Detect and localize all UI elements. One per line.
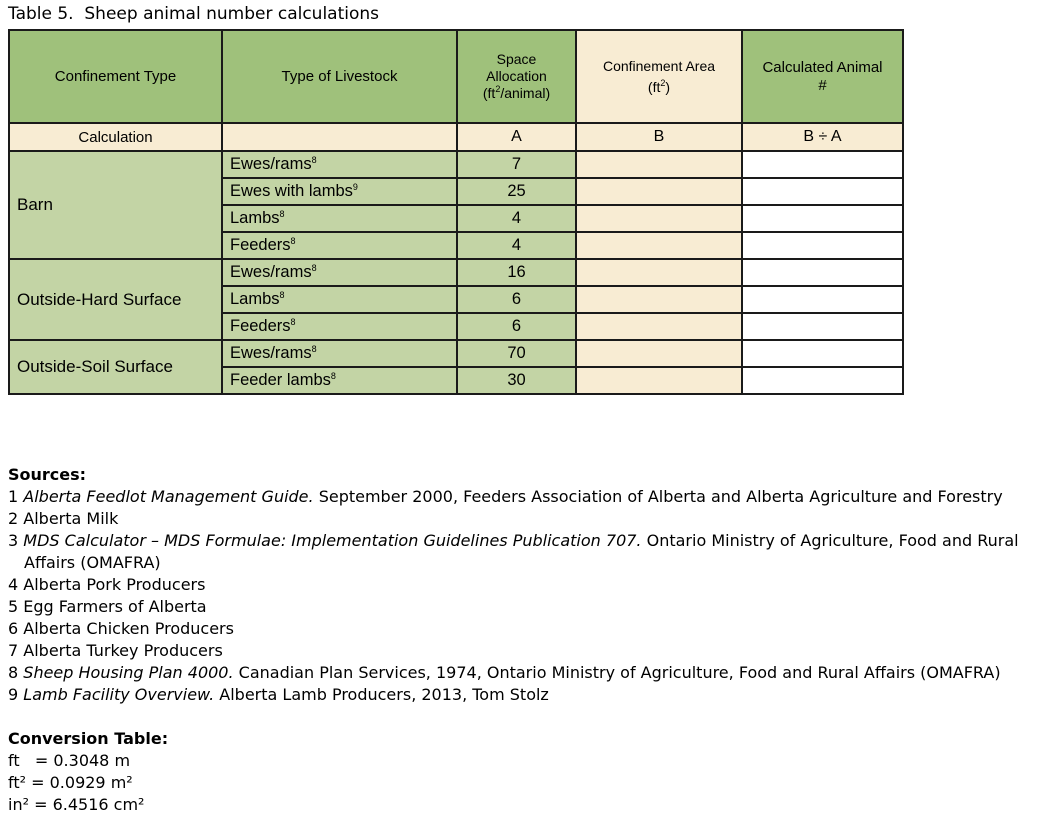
space-allocation-value: 4 bbox=[457, 205, 576, 232]
source-number: 1 bbox=[8, 487, 19, 506]
group-outside-soil-surface: Outside-Soil Surface bbox=[9, 340, 222, 394]
group-outside-hard-surface: Outside-Hard Surface bbox=[9, 259, 222, 340]
source-ref: 8 bbox=[311, 155, 317, 165]
space-allocation-value: 4 bbox=[457, 232, 576, 259]
header-confinement-type: Confinement Type bbox=[9, 30, 222, 123]
calc-area: B bbox=[576, 123, 742, 151]
conversion-row: in² = 6.4516 cm² bbox=[8, 795, 145, 814]
header-area-unit-sup: 2 bbox=[660, 77, 666, 88]
confinement-area-cell[interactable] bbox=[576, 232, 742, 259]
source-number: 9 bbox=[8, 685, 19, 704]
header-row bbox=[9, 30, 903, 123]
calculated-animal-cell[interactable] bbox=[742, 232, 903, 259]
source-text: Egg Farmers of Alberta bbox=[23, 597, 207, 616]
confinement-area-cell[interactable] bbox=[576, 151, 742, 178]
header-area-unit-pre: (ft bbox=[647, 78, 661, 95]
source-ref: 9 bbox=[352, 182, 358, 192]
header-space-allocation bbox=[457, 30, 576, 123]
source-number: 7 bbox=[8, 641, 19, 660]
confinement-area-cell[interactable] bbox=[576, 178, 742, 205]
calculated-animal-cell[interactable] bbox=[742, 340, 903, 367]
source-item bbox=[8, 530, 1050, 574]
calculated-animal-cell[interactable] bbox=[742, 367, 903, 394]
livestock-cell bbox=[222, 313, 457, 340]
source-item bbox=[8, 662, 1050, 684]
livestock-name: Ewes/rams bbox=[230, 155, 312, 173]
header-space-line3 bbox=[465, 85, 568, 102]
calculated-animal-cell[interactable] bbox=[742, 178, 903, 205]
livestock-cell bbox=[222, 151, 457, 178]
source-item bbox=[8, 574, 1050, 596]
source-number: 8 bbox=[8, 663, 19, 682]
space-allocation-value: 6 bbox=[457, 286, 576, 313]
header-area-line1: Confinement Area bbox=[602, 57, 716, 74]
livestock-cell bbox=[222, 205, 457, 232]
source-text: Ontario Ministry of Agriculture, Food and Rural Affairs (OMAFRA) bbox=[24, 531, 1019, 572]
livestock-cell bbox=[222, 367, 457, 394]
livestock-name: Feeder lambs bbox=[230, 371, 331, 389]
source-text: Canadian Plan Services, 1974, Ontario Ministry of Agriculture, Food and Rural Affairs (OMAFRA) bbox=[233, 663, 1001, 682]
conversion-row: ft = 0.3048 m bbox=[8, 751, 131, 770]
source-item bbox=[8, 596, 1050, 618]
source-ref: 8 bbox=[311, 263, 317, 273]
source-ref: 8 bbox=[290, 236, 296, 246]
space-allocation-value: 16 bbox=[457, 259, 576, 286]
confinement-area-cell[interactable] bbox=[576, 205, 742, 232]
calculated-animal-cell[interactable] bbox=[742, 286, 903, 313]
livestock-name: Feeders bbox=[230, 317, 291, 335]
source-number: 5 bbox=[8, 597, 19, 616]
livestock-cell bbox=[222, 340, 457, 367]
livestock-cell bbox=[222, 232, 457, 259]
confinement-area-cell[interactable] bbox=[576, 313, 742, 340]
source-ref: 8 bbox=[279, 209, 285, 219]
source-italic-title: MDS Calculator – MDS Formulae: Implementation Guidelines Publication 707. bbox=[23, 531, 642, 550]
source-number: 6 bbox=[8, 619, 19, 638]
livestock-name: Lambs bbox=[230, 209, 280, 227]
source-ref: 8 bbox=[279, 290, 285, 300]
source-ref: 8 bbox=[290, 317, 296, 327]
header-space-unit-sup: 2 bbox=[495, 84, 501, 94]
header-area-line2 bbox=[584, 79, 734, 96]
livestock-name: Lambs bbox=[230, 290, 280, 308]
livestock-cell bbox=[222, 178, 457, 205]
source-text: Alberta Turkey Producers bbox=[23, 641, 223, 660]
calculated-animal-cell[interactable] bbox=[742, 313, 903, 340]
conversion-heading: Conversion Table: bbox=[8, 729, 169, 748]
header-calculated-animal bbox=[742, 30, 903, 123]
confinement-area-cell[interactable] bbox=[576, 286, 742, 313]
confinement-area-cell[interactable] bbox=[576, 367, 742, 394]
sheep-calculation-table bbox=[8, 29, 904, 395]
header-confinement-area bbox=[576, 30, 742, 123]
header-animal-line2: # bbox=[818, 76, 827, 94]
source-number: 3 bbox=[8, 531, 19, 550]
source-number: 4 bbox=[8, 575, 19, 594]
source-item bbox=[8, 508, 1050, 530]
livestock-name: Feeders bbox=[230, 236, 291, 254]
source-text: Alberta Lamb Producers, 2013, Tom Stolz bbox=[214, 685, 549, 704]
source-ref: 8 bbox=[311, 344, 317, 354]
confinement-area-cell[interactable] bbox=[576, 259, 742, 286]
header-space-unit-post: /animal) bbox=[500, 85, 551, 101]
space-allocation-value: 70 bbox=[457, 340, 576, 367]
space-allocation-value: 30 bbox=[457, 367, 576, 394]
livestock-name: Ewes with lambs bbox=[230, 182, 353, 200]
header-space-unit-pre: (ft bbox=[482, 85, 496, 101]
header-type-of-livestock: Type of Livestock bbox=[222, 30, 457, 123]
livestock-cell bbox=[222, 259, 457, 286]
calc-livestock bbox=[222, 123, 457, 151]
notes-section bbox=[8, 464, 1050, 816]
source-italic-title: Alberta Feedlot Management Guide. bbox=[23, 487, 314, 506]
confinement-area-cell[interactable] bbox=[576, 340, 742, 367]
header-space-line1: Space bbox=[496, 51, 537, 67]
conversion-row: ft² = 0.0929 m² bbox=[8, 773, 133, 792]
table-row bbox=[9, 259, 903, 286]
calc-animal: B ÷ A bbox=[742, 123, 903, 151]
header-space-line2: Allocation bbox=[486, 68, 547, 84]
table-title: Table 5. Sheep animal number calculations bbox=[8, 4, 380, 24]
calculated-animal-cell[interactable] bbox=[742, 205, 903, 232]
space-allocation-value: 7 bbox=[457, 151, 576, 178]
source-ref: 8 bbox=[330, 371, 336, 381]
livestock-name: Ewes/rams bbox=[230, 263, 312, 281]
source-item bbox=[8, 640, 1050, 662]
source-text: Alberta Chicken Producers bbox=[23, 619, 234, 638]
sources-heading: Sources: bbox=[8, 465, 87, 484]
space-allocation-value: 25 bbox=[457, 178, 576, 205]
calculation-row bbox=[9, 123, 903, 151]
calculated-animal-cell[interactable] bbox=[742, 259, 903, 286]
table-row bbox=[9, 340, 903, 367]
source-text: September 2000, Feeders Association of Alberta and Alberta Agriculture and Forestry bbox=[313, 487, 1003, 506]
calc-space: A bbox=[457, 123, 576, 151]
calculated-animal-cell[interactable] bbox=[742, 151, 903, 178]
source-text: Alberta Pork Producers bbox=[23, 575, 206, 594]
space-allocation-value: 6 bbox=[457, 313, 576, 340]
source-item bbox=[8, 684, 1050, 706]
livestock-name: Ewes/rams bbox=[230, 344, 312, 362]
table-row bbox=[9, 151, 903, 178]
header-animal-line1: Calculated Animal bbox=[762, 58, 883, 76]
source-italic-title: Sheep Housing Plan 4000. bbox=[23, 663, 234, 682]
livestock-cell bbox=[222, 286, 457, 313]
source-text: Alberta Milk bbox=[23, 509, 119, 528]
calc-label: Calculation bbox=[9, 123, 222, 151]
source-number: 2 bbox=[8, 509, 19, 528]
header-area-unit-post: ) bbox=[665, 78, 671, 95]
spacer bbox=[8, 706, 1050, 728]
source-italic-title: Lamb Facility Overview. bbox=[23, 685, 215, 704]
source-item bbox=[8, 618, 1050, 640]
group-barn: Barn bbox=[9, 151, 222, 259]
source-item bbox=[8, 486, 1050, 508]
